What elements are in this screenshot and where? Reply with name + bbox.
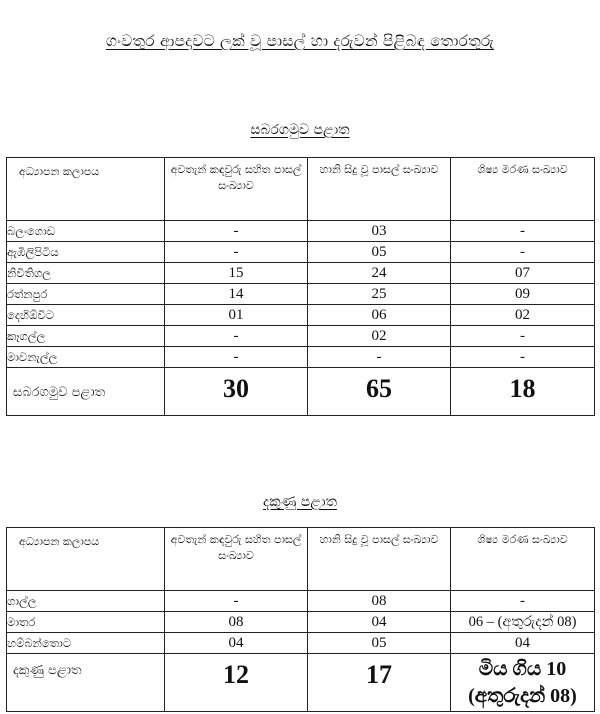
damaged-cell: 05 (308, 633, 451, 654)
deaths-cell: - (451, 242, 595, 263)
table-row (7, 612, 595, 633)
zone-cell: ඇඹිලිපිටිය (7, 242, 165, 263)
column-header-camp-schools: අවතැන් කඳවුරු සහිත පාසල් සංඛ්‍යාව (165, 528, 308, 591)
deaths-cell: 06 – (අතුරුදන් 08) (451, 612, 595, 633)
total-deaths-line-1: මිය ගිය 10 (478, 657, 567, 680)
zone-cell: කෑගල්ල (7, 326, 165, 347)
zone-cell: බලංගොඩ (7, 221, 165, 242)
total-camps-cell: 12 (165, 654, 308, 712)
table-header-row (7, 528, 595, 591)
deaths-cell: - (451, 326, 595, 347)
camps-cell: - (165, 326, 308, 347)
total-label-cell: දකුණු පළාත (7, 654, 165, 712)
deaths-cell: 07 (451, 263, 595, 284)
deaths-cell: 02 (451, 305, 595, 326)
zone-cell: මාවනැල්ල (7, 347, 165, 368)
camps-cell: - (165, 347, 308, 368)
camps-cell: 04 (165, 633, 308, 654)
southern-section-title: දකුණු පළාත (263, 494, 337, 510)
total-deaths-cell (451, 654, 595, 712)
column-header-zone: අධ්‍යාපන කලාපය (7, 528, 165, 591)
total-damaged-cell: 65 (308, 368, 451, 416)
damaged-cell: 05 (308, 242, 451, 263)
deaths-cell: - (451, 221, 595, 242)
deaths-cell: 04 (451, 633, 595, 654)
zone-cell: හම්බන්තොට (7, 633, 165, 654)
camps-cell: - (165, 591, 308, 612)
column-header-student-deaths: ශිෂ්‍ය මරණ සංඛ්‍යාව (451, 158, 595, 221)
column-header-zone: අධ්‍යාපන කලාපය (7, 158, 165, 221)
camps-cell: - (165, 221, 308, 242)
camps-cell: 08 (165, 612, 308, 633)
table-row (7, 263, 595, 284)
total-label-cell: සබරගමුව පළාත (7, 368, 165, 416)
zone-cell: රත්නපුර (7, 284, 165, 305)
document-title: ගංවතුර ආපදාවට ලක් වූ පාසල් හා දරුවන් පිළිබඳ තොරතුරු (105, 32, 495, 50)
damaged-cell: 24 (308, 263, 451, 284)
deaths-cell: - (451, 591, 595, 612)
table-total-row (7, 368, 595, 416)
camps-cell: 15 (165, 263, 308, 284)
column-header-student-deaths: ශිෂ්‍ය මරණ සංඛ්‍යාව (451, 528, 595, 591)
damaged-cell: 06 (308, 305, 451, 326)
table-row (7, 633, 595, 654)
table-row (7, 242, 595, 263)
table-row (7, 347, 595, 368)
table-row (7, 284, 595, 305)
total-deaths-cell: 18 (451, 368, 595, 416)
sabaragamuwa-section-title: සබරගමුව පළාත (250, 122, 350, 138)
column-header-camp-schools: අවතැන් කඳවුරු සහිත පාසල් සංඛ්‍යාව (165, 158, 308, 221)
damaged-cell: - (308, 347, 451, 368)
table-row (7, 305, 595, 326)
camps-cell: 01 (165, 305, 308, 326)
zone-cell: ගාල්ල (7, 591, 165, 612)
zone-cell: නිවිතිගල (7, 263, 165, 284)
total-deaths-line-2: (අතුරුදන් 08) (468, 684, 577, 707)
damaged-cell: 03 (308, 221, 451, 242)
table-total-row (7, 654, 595, 712)
camps-cell: - (165, 242, 308, 263)
deaths-cell: 09 (451, 284, 595, 305)
table-row (7, 591, 595, 612)
table-header-row (7, 158, 595, 221)
damaged-cell: 02 (308, 326, 451, 347)
damaged-cell: 25 (308, 284, 451, 305)
damaged-cell: 04 (308, 612, 451, 633)
southern-table (6, 527, 595, 712)
total-damaged-cell: 17 (308, 654, 451, 712)
camps-cell: 14 (165, 284, 308, 305)
sabaragamuwa-table (6, 157, 595, 416)
deaths-cell: - (451, 347, 595, 368)
damaged-cell: 08 (308, 591, 451, 612)
table-row (7, 221, 595, 242)
column-header-damaged-schools: හානි සිදු වූ පාසල් සංඛ්‍යාව (308, 528, 451, 591)
zone-cell: මාතර (7, 612, 165, 633)
total-camps-cell: 30 (165, 368, 308, 416)
zone-cell: දෙහිඕවිට (7, 305, 165, 326)
column-header-damaged-schools: හානි සිදු වූ පාසල් සංඛ්‍යාව (308, 158, 451, 221)
table-row (7, 326, 595, 347)
